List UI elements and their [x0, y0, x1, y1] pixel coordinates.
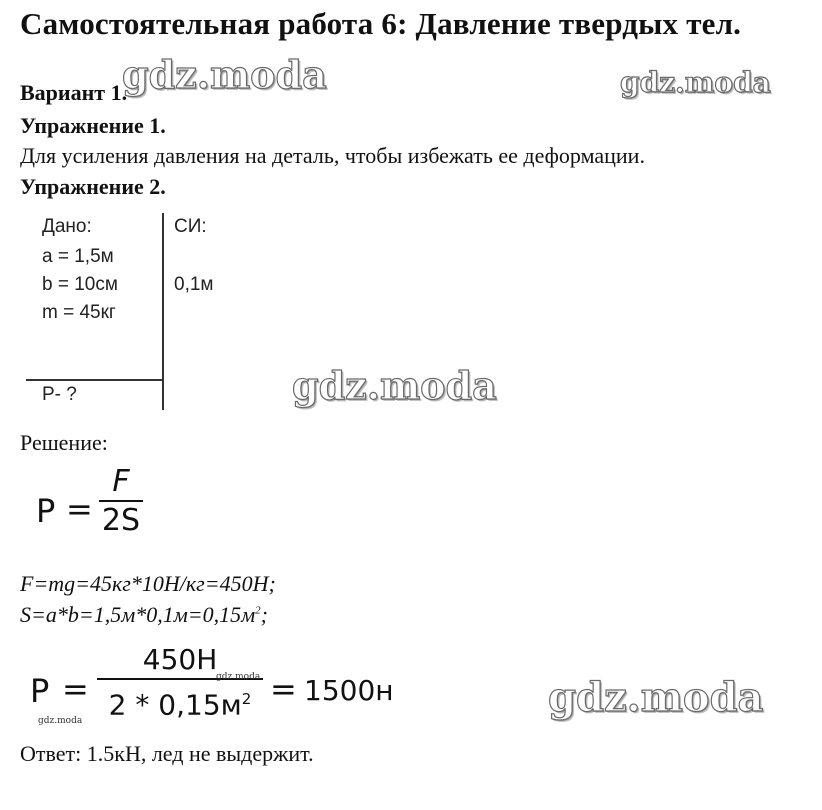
si-label: СИ:: [174, 216, 207, 237]
area-calculation-text: S=a*b=1,5м*0,1м=0,15м: [20, 602, 256, 627]
watermark: gdz.moda: [620, 66, 771, 99]
formula2-denominator-text: 2 * 0,15м: [108, 688, 242, 722]
formula1-lhs: P: [36, 492, 56, 530]
exercise1-answer: Для усиления давления на деталь, чтобы избежать ее деформации.: [20, 143, 645, 168]
area-calculation: [20, 602, 268, 628]
formula2-exponent: 2: [241, 690, 252, 708]
page-title: Самостоятельная работа 6: Давление твердых тел.: [20, 6, 742, 41]
formula1-denominator: 2S: [101, 503, 141, 538]
formula2-fraction: [96, 642, 264, 724]
formula2-result: 1500н: [304, 674, 394, 707]
watermark: gdz.moda: [548, 674, 764, 721]
exercise1-heading: Упражнение 1.: [20, 113, 166, 138]
formula1-numerator: F: [112, 464, 130, 499]
formula2-numerator: 450Н: [142, 643, 218, 676]
find-label: P- ?: [42, 384, 77, 405]
given-item: b = 10см: [42, 274, 118, 295]
table-horizontal-divider: [26, 379, 164, 381]
si-value: 0,1м: [174, 274, 214, 295]
watermark-small: gdz.moda: [216, 672, 261, 682]
equals-sign: =: [270, 670, 297, 708]
watermark: gdz.moda: [292, 363, 497, 408]
formula2-lhs: P: [30, 672, 50, 710]
force-calculation: F=mg=45кг*10Н/кг=450Н;: [20, 571, 276, 596]
variant-heading: Вариант 1.: [20, 80, 128, 105]
formula2-denominator: [109, 680, 252, 724]
watermark: gdz.moda: [122, 52, 327, 97]
area-exponent: 2: [255, 604, 261, 617]
given-item: m = 45кг: [42, 302, 116, 323]
given-label: Дано:: [42, 216, 92, 237]
watermark-small: gdz.moda: [38, 716, 83, 726]
final-answer: Ответ: 1.5кН, лед не выдержит.: [20, 741, 314, 766]
formula1-fraction: [98, 464, 144, 540]
solution-label: Решение:: [20, 430, 108, 455]
equals-sign: =: [62, 670, 89, 708]
given-item: a = 1,5м: [42, 246, 114, 267]
area-calculation-end: ;: [260, 602, 268, 627]
equals-sign: =: [66, 490, 93, 528]
exercise2-heading: Упражнение 2.: [20, 174, 166, 199]
